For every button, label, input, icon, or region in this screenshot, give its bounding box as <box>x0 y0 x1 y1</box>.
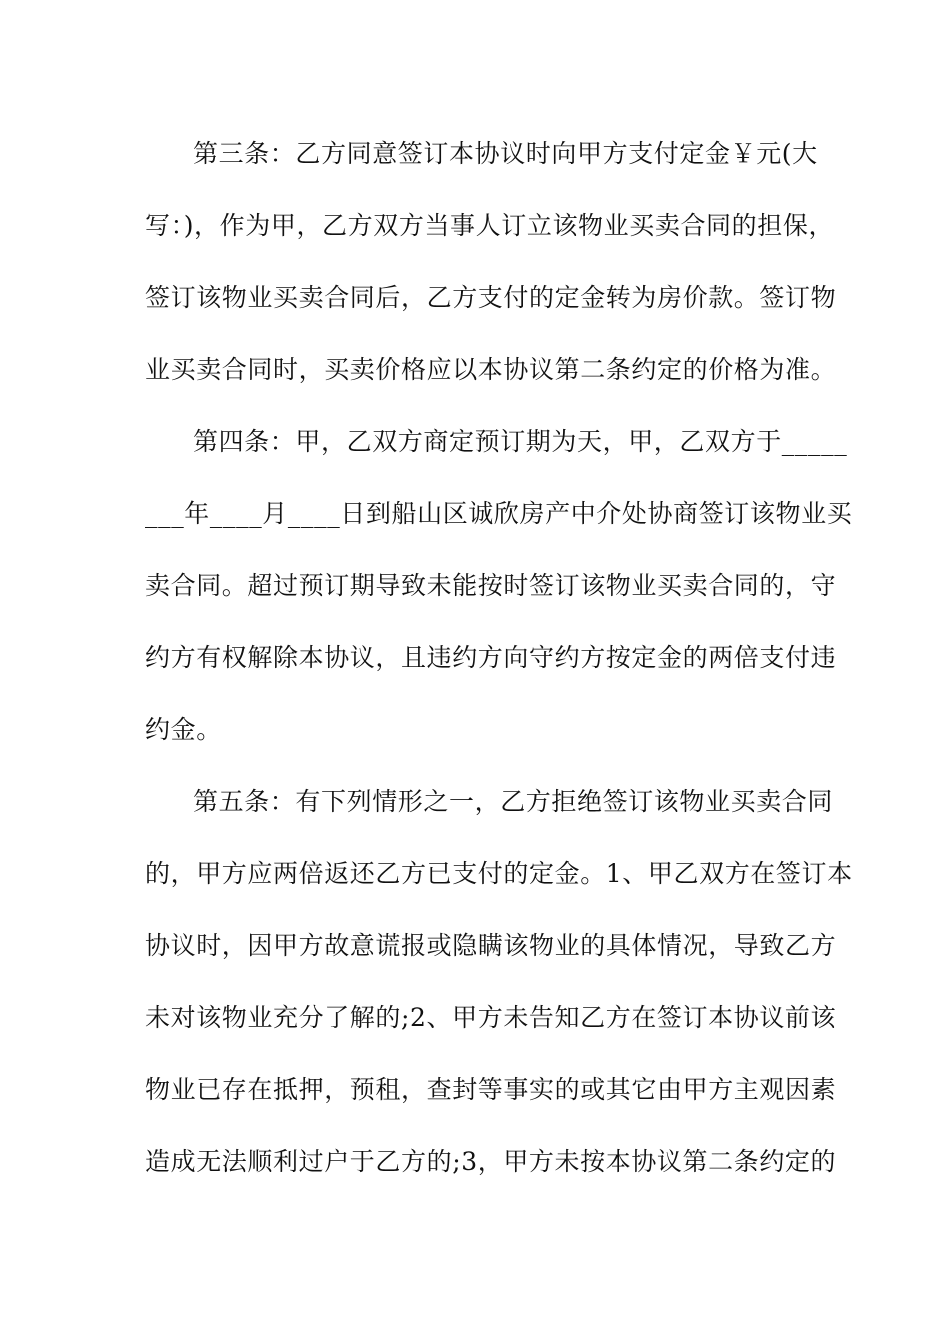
document-body <box>145 118 853 1198</box>
article-3-line-4: 业买卖合同时，买卖价格应以本协议第二条约定的价格为准。 <box>145 355 837 384</box>
article-3-line-2: 写：)，作为甲，乙方双方当事人订立该物业买卖合同的担保， <box>145 211 835 240</box>
article-5-line-6: 造成无法顺利过户于乙方的;3，甲方未按本协议第二条约定的 <box>145 1147 837 1176</box>
article-3-line-1: 第三条：乙方同意签订本协议时向甲方支付定金￥元(大 <box>193 139 818 168</box>
article-5-line-3: 协议时，因甲方故意谎报或隐瞒该物业的具体情况，导致乙方 <box>145 931 837 960</box>
article-5-line-1: 第五条：有下列情形之一，乙方拒绝签订该物业买卖合同 <box>193 787 834 816</box>
article-4-line-5: 约金。 <box>145 715 222 744</box>
article-4-line-4: 约方有权解除本协议，且违约方向守约方按定金的两倍支付违 <box>145 643 837 672</box>
article-5-line-5: 物业已存在抵押，预租，查封等事实的或其它由甲方主观因素 <box>145 1075 837 1104</box>
article-5-line-2: 的，甲方应两倍返还乙方已支付的定金。1、甲乙双方在签订本 <box>145 859 853 888</box>
article-4-line-1: 第四条：甲，乙双方商定预订期为天，甲，乙双方于_____ <box>193 427 848 456</box>
article-4-line-3: 卖合同。超过预订期导致未能按时签订该物业买卖合同的，守 <box>145 571 837 600</box>
article-4-line-2: ___年____月____日到船山区诚欣房产中介处协商签订该物业买 <box>145 499 853 528</box>
article-5-line-4: 未对该物业充分了解的;2、甲方未告知乙方在签订本协议前该 <box>145 1003 837 1032</box>
article-3-line-3: 签订该物业买卖合同后，乙方支付的定金转为房价款。签订物 <box>145 283 837 312</box>
